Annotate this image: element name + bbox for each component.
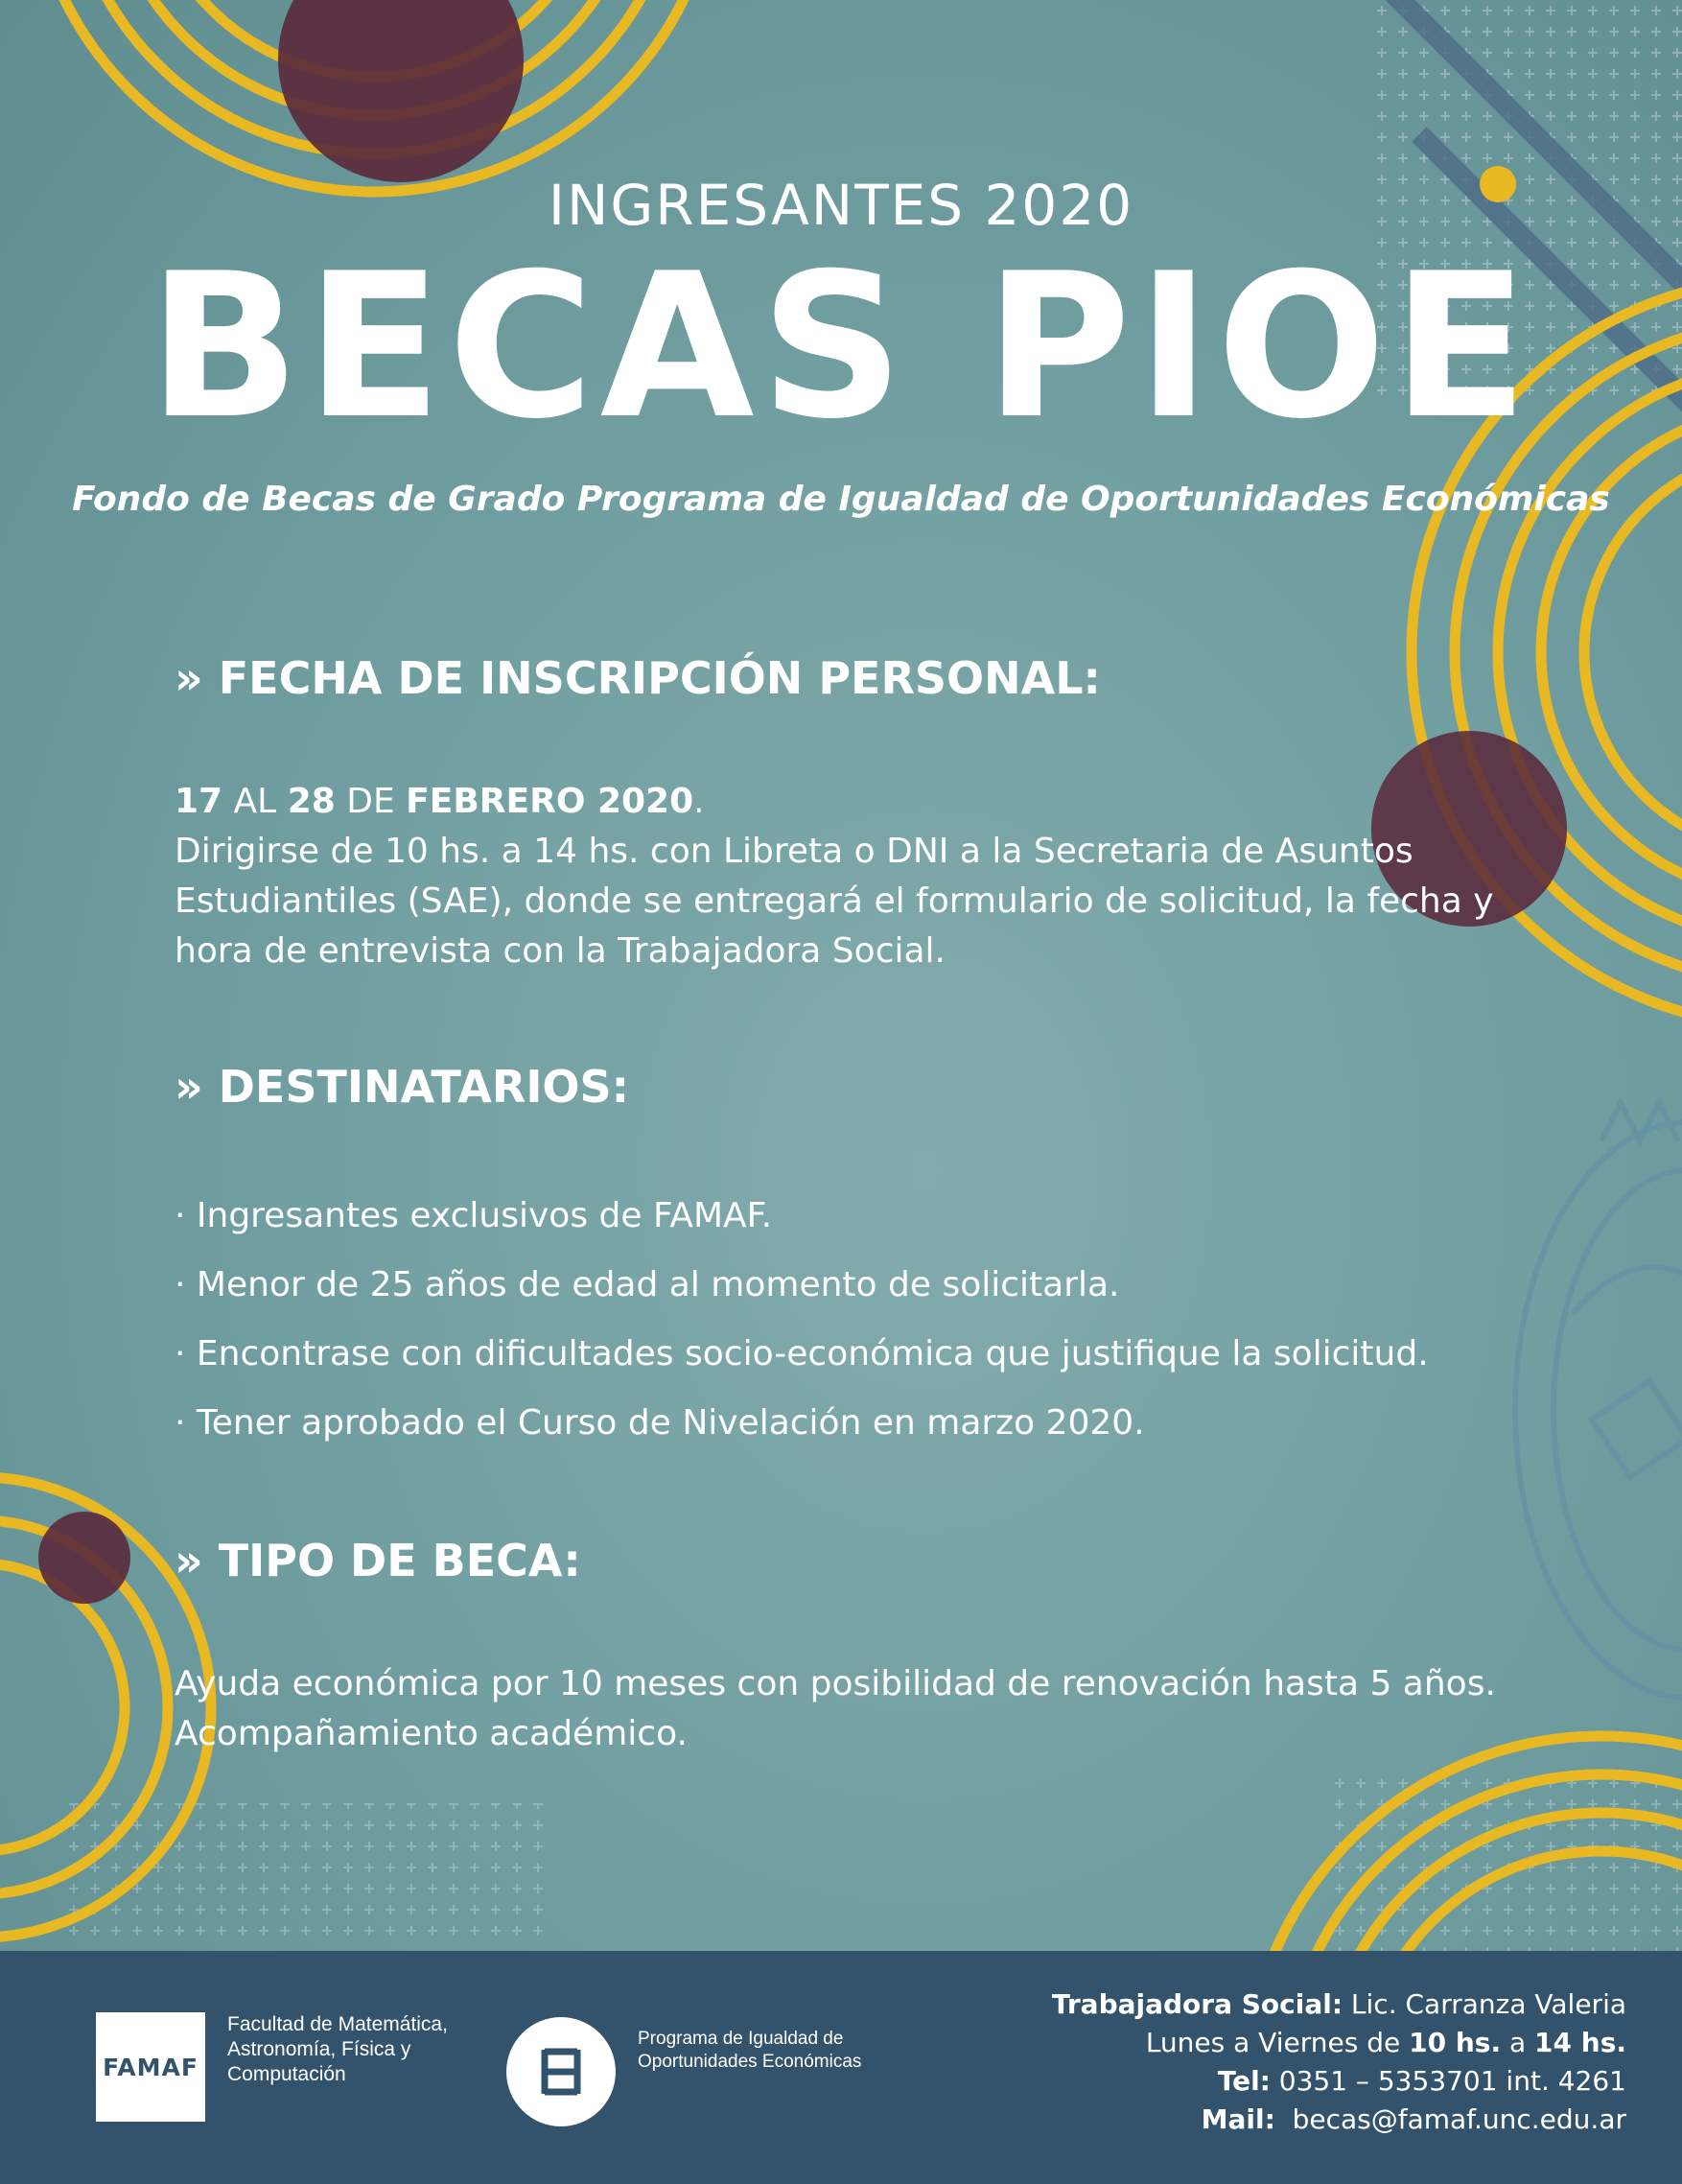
subtitle: Fondo de Becas de Grado Programa de Igualdad de Oportunidades Económicas	[72, 480, 1610, 519]
heading-inscripcion: » FECHA DE INSCRIPCIÓN PERSONAL:	[175, 652, 1101, 704]
ts-label: Trabajadora Social:	[1051, 1988, 1343, 2020]
heading-tipo: » TIPO DE BECA:	[175, 1535, 581, 1586]
date-from: 17	[175, 782, 223, 821]
footer	[0, 1951, 1682, 2184]
date-sep: DE	[335, 782, 407, 821]
pioe-logo-icon	[506, 2017, 616, 2126]
famaf-logo: FAMAF	[96, 2012, 205, 2122]
date-end: .	[693, 782, 705, 821]
dot-bottom-left	[38, 1512, 130, 1604]
hours-to: 14 hs.	[1534, 2027, 1626, 2058]
date-sep: AL	[222, 782, 288, 821]
university-seal-watermark	[1515, 1103, 1682, 1698]
hours-text: Lunes a Viernes de	[1145, 2027, 1410, 2058]
page-title: BECAS PIOE	[148, 231, 1534, 463]
mail-value[interactable]: becas@famaf.unc.edu.ar	[1274, 2103, 1626, 2135]
destinatarios-list	[175, 1182, 1429, 1458]
tipo-body	[175, 1659, 1536, 1759]
ts-value: Lic. Carranza Valeria	[1343, 1988, 1626, 2020]
hours-from: 10 hs.	[1409, 2027, 1502, 2058]
inscripcion-text: Dirigirse de 10 hs. a 14 hs. con Libreta o DNI a la Secretaria de Asuntos Estudiantiles (SAE), donde se entregará el formulario de solicitud, la fecha y hora de entrevista con la Trabajadora Social.	[175, 832, 1494, 971]
list-item: · Ingresantes exclusivos de FAMAF.	[175, 1196, 773, 1235]
list-item: · Tener aprobado el Curso de Nivelación en marzo 2020.	[175, 1403, 1145, 1443]
famaf-name: Facultad de Matemática, Astronomía, Física y Computación	[227, 2013, 448, 2085]
list-item: · Menor de 25 años de edad al momento de solicitarla.	[175, 1265, 1120, 1304]
contact-info	[1052, 1985, 1626, 2139]
tipo-line: Acompañamiento académico.	[175, 1714, 688, 1753]
inscripcion-body	[175, 777, 1536, 976]
tel-label: Tel:	[1217, 2065, 1271, 2097]
tipo-line: Ayuda económica por 10 meses con posibilidad de renovación hasta 5 años.	[175, 1664, 1496, 1703]
dot-top	[278, 0, 524, 182]
list-item: · Encontrase con dificultades socio-económica que justifique la solicitud.	[175, 1334, 1429, 1374]
tel-value: 0351 – 5353701 int. 4261	[1270, 2065, 1626, 2097]
mail-label: Mail:	[1201, 2103, 1275, 2135]
pioe-name: Programa de Igualdad de Oportunidades Económicas	[638, 2029, 862, 2072]
kicker: INGRESANTES 2020	[548, 173, 1134, 238]
hours-sep: a	[1501, 2027, 1535, 2058]
heading-destinatarios: » DESTINATARIOS:	[175, 1061, 630, 1113]
date-month: FEBRERO 2020	[406, 782, 694, 821]
date-to: 28	[287, 782, 336, 821]
